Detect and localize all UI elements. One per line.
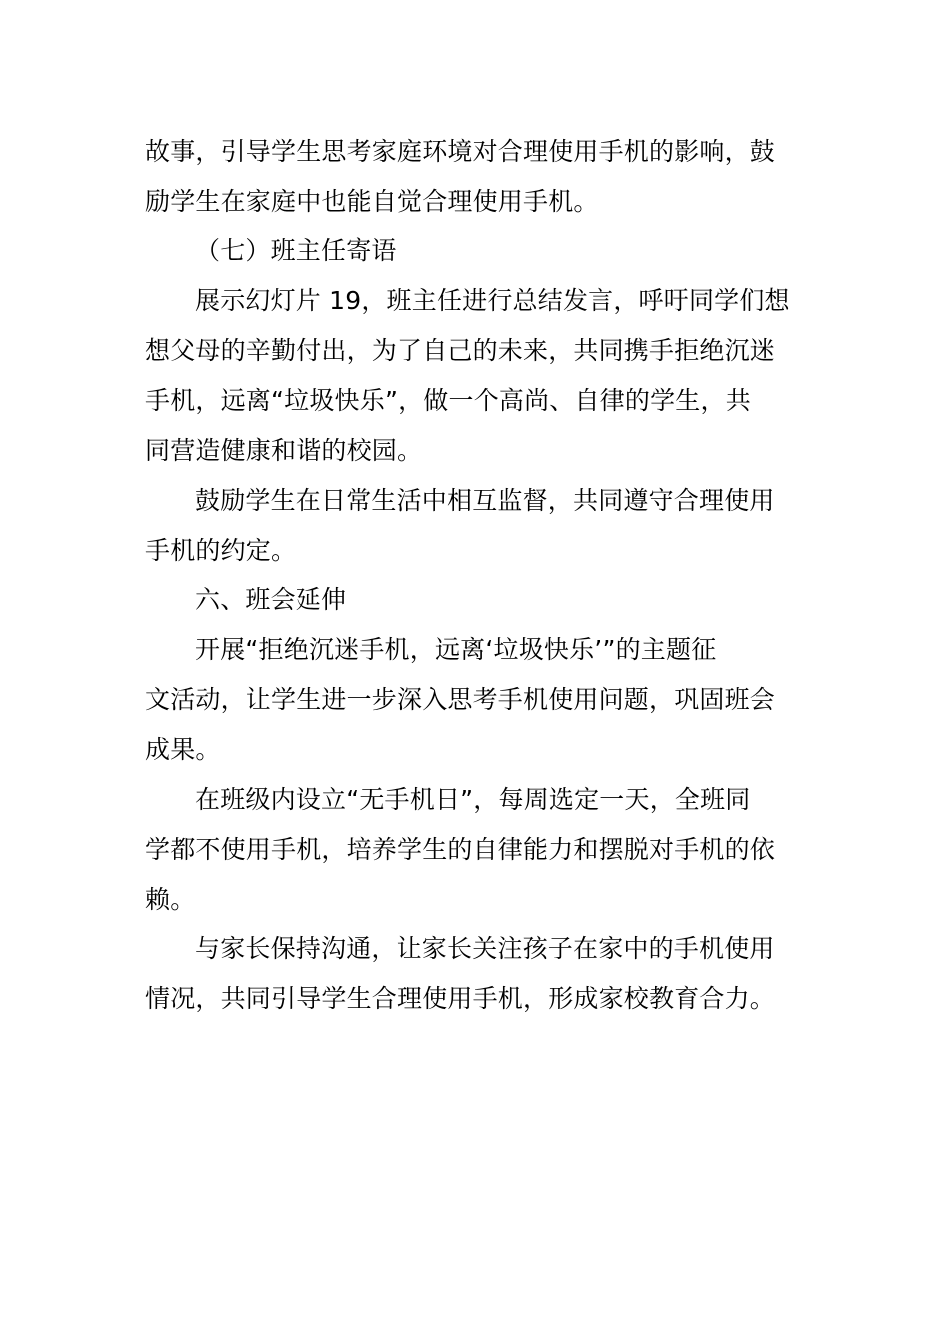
text-line: 在班级内设立“无手机日”，每周选定一天，全班同 [195, 785, 751, 814]
text-line: 同营造健康和谐的校园。 [145, 436, 423, 465]
text-line: 故事，引导学生思考家庭环境对合理使用手机的影响，鼓 [145, 137, 776, 166]
text-line: 文活动，让学生进一步深入思考手机使用问题，巩固班会 [145, 685, 776, 714]
text-line: 情况，共同引导学生合理使用手机，形成家校教育合力。 [145, 984, 776, 1013]
text-line: 成果。 [145, 735, 221, 764]
text-line: 鼓励学生在日常生活中相互监督，共同遵守合理使用 [195, 486, 775, 515]
text-line: 手机的约定。 [145, 536, 297, 565]
text-line: 手机，远离“垃圾快乐”，做一个高尚、自律的学生，共 [145, 386, 751, 415]
text-line: 励学生在家庭中也能自觉合理使用手机。 [145, 187, 599, 216]
text-line: 与家长保持沟通，让家长关注孩子在家中的手机使用 [195, 934, 775, 963]
text-line: 展示幻灯片 19，班主任进行总结发言，呼吁同学们想 [195, 286, 790, 315]
section-heading: （七）班主任寄语 [195, 236, 397, 265]
text-line: 学都不使用手机，培养学生的自律能力和摆脱对手机的依 [145, 835, 776, 864]
text-line: 赖。 [145, 885, 196, 914]
text-line: 想父母的辛勤付出，为了自己的未来，共同携手拒绝沉迷 [145, 336, 776, 365]
section-heading: 六、班会延伸 [195, 585, 347, 614]
text-line: 开展“拒绝沉迷手机，远离‘垃圾快乐’”的主题征 [195, 635, 717, 664]
